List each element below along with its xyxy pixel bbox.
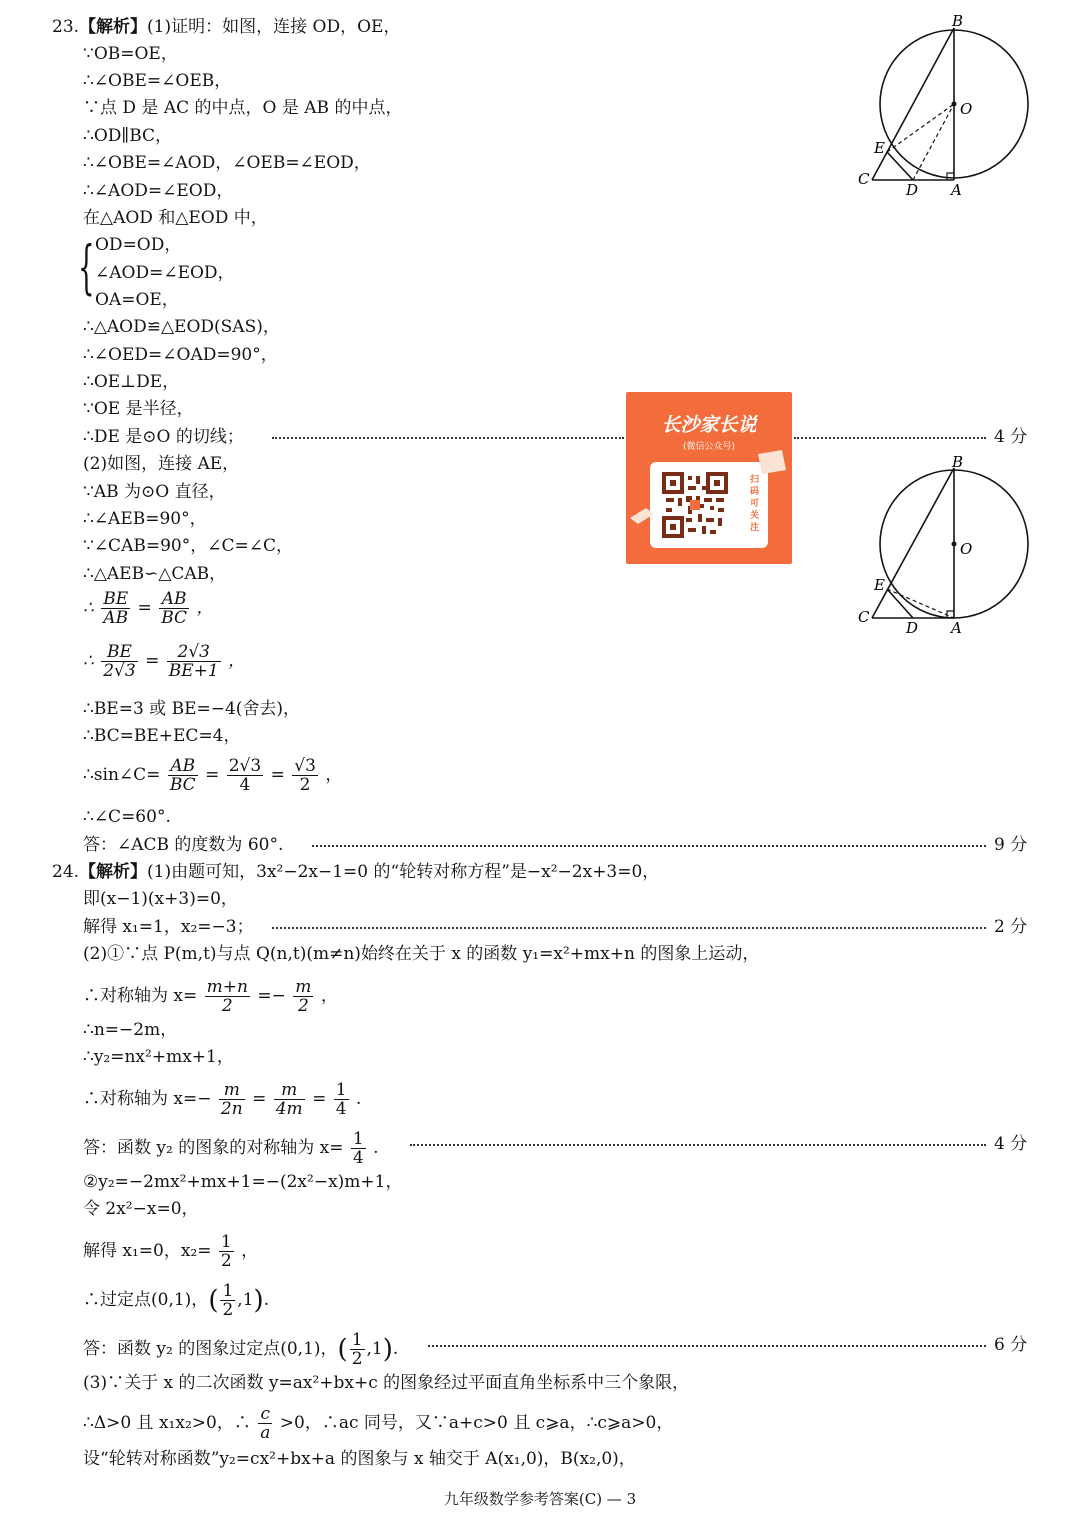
label-d: D [906, 619, 919, 637]
q24-fraction-line: ∴对称轴为 x=− $\frac{m}{2n}$ = $\frac{m}{4m}$ = $\frac{1}{4}$ . [83, 1080, 362, 1119]
score-label: 9 分 [994, 835, 1028, 855]
q24-fraction-line: ∴过定点(0,1)，( $\frac{1}{2}$ ,1). [83, 1281, 270, 1320]
q24-line: 即(x−1)(x+3)=0， [83, 889, 238, 909]
q23-system-line: ∠AOD=∠EOD， [95, 263, 235, 283]
geometry-figure-2 [850, 452, 1050, 638]
fraction: $\frac{1}{4}$ [352, 1129, 364, 1168]
fraction: $\frac{m+n}{2}$ [206, 977, 248, 1016]
score-leader [272, 437, 624, 439]
fraction: $\frac{1}{2}$ [220, 1232, 232, 1271]
fraction: $\frac{AB}{BC}$ [161, 589, 188, 628]
segment-bc [872, 28, 954, 180]
segment-oe [887, 104, 954, 152]
center-dot [952, 542, 957, 547]
q24-line: 设“轮转对称函数”y₂=cx²+bx+a 的图象与 x 轴交于 A(x₁,0)，B(x₂,0)， [83, 1449, 636, 1469]
q24-line: ∴n=−2m， [83, 1020, 178, 1040]
q23-system-line: OD=OD， [95, 235, 182, 255]
q23-answer: 答：∠ACB 的度数为 60°. [83, 835, 284, 855]
q24-answer: 答：函数 y₂ 的图象的对称轴为 x= $\frac{1}{4}$ . [83, 1129, 379, 1168]
fraction: $\frac{2√3}{4}$ [228, 756, 262, 795]
q23-line: ∵OE 是半径， [83, 399, 194, 419]
q24-line: (3)∵关于 x 的二次函数 y=ax²+bx+c 的图象经过平面直角坐标系中三个象限， [83, 1373, 690, 1393]
fraction: $\frac{1}{2}$ [351, 1330, 363, 1369]
q24-fraction-line: ∴Δ>0 且 x₁x₂>0，∴ $\frac{c}{a}$ >0，∴ac 同号，又∵a+c>0 且 c⩾a，∴c⩾a>0， [83, 1404, 674, 1443]
label-a: A [951, 181, 962, 199]
q23-line: ∴OE⊥DE， [83, 372, 180, 392]
paper-decoration-icon [754, 448, 788, 476]
label-b: B [952, 12, 964, 30]
fraction: $\frac{√3}{2}$ [294, 756, 316, 795]
q24-line: 解得 x₁=1，x₂=−3； [83, 917, 254, 937]
q23-fraction-line: ∴ $\frac{BE}{AB}$ = $\frac{AB}{BC}$ ， [83, 589, 214, 628]
promo-side-text: 扫码可关注 [750, 475, 760, 533]
center-dot [952, 102, 957, 107]
q23-line: ∴DE 是⊙O 的切线； [83, 427, 244, 447]
score-label: 4 分 [994, 427, 1028, 447]
q23-line: ∴BC=BE+EC=4， [83, 726, 241, 746]
label-a: A [951, 619, 962, 637]
q23-line: ∵AB 为⊙O 直径， [83, 482, 226, 502]
qr-promo-card[interactable] [626, 392, 792, 564]
promo-title: 长沙家长说 [661, 414, 757, 436]
page-footer: 九年级数学参考答案(C) — 3 [443, 1490, 637, 1508]
right-angle-mark [947, 173, 954, 180]
q23-line: ∵OB=OE， [83, 44, 178, 64]
label-b: B [952, 453, 964, 471]
fraction: $\frac{1}{2}$ [222, 1281, 234, 1320]
score-leader [410, 1144, 986, 1146]
q23-line: ∴OD∥BC， [83, 126, 173, 146]
label-c: C [858, 170, 870, 188]
label-c: C [858, 608, 870, 626]
fraction: $\frac{2√3}{BE+1}$ [168, 642, 219, 681]
q23-line: ∴BE=3 或 BE=−4(舍去)， [83, 699, 301, 719]
fraction: $\frac{BE}{2√3}$ [103, 642, 136, 681]
q23-line: ∴△AEB∽△CAB， [83, 564, 227, 584]
score-leader [794, 437, 986, 439]
q24-line: ②y₂=−2mx²+mx+1=−(2x²−x)m+1， [83, 1172, 403, 1192]
q24-line: 令 2x²−x=0， [83, 1199, 199, 1219]
q23-fraction-line: ∴sin∠C= $\frac{AB}{BC}$ = $\frac{2√3}{4}$ = $\frac{√3}{2}$ ， [83, 756, 343, 795]
system-brace: { [78, 233, 95, 301]
q23-line: ∴∠OBE=∠OEB， [83, 71, 232, 91]
q23-line: ∴∠AEB=90°， [83, 509, 207, 529]
q24-header: 24.【解析】(1)由题可知，3x²−2x−1=0 的“轮转对称方程”是−x²−2x+3=0， [52, 862, 660, 882]
segment-ae [887, 589, 954, 618]
fraction: $\frac{c}{a}$ [260, 1404, 271, 1443]
score-label: 4 分 [994, 1134, 1028, 1154]
q24-fraction-line: 解得 x₁=0，x₂= $\frac{1}{2}$ ， [83, 1232, 259, 1271]
score-label: 6 分 [994, 1335, 1028, 1355]
fraction: $\frac{m}{4m}$ [275, 1080, 303, 1119]
fraction: $\frac{1}{4}$ [335, 1080, 347, 1119]
promo-subtitle: (微信公众号) [682, 442, 736, 452]
geometry-figure-1 [850, 10, 1050, 200]
qr-code-icon[interactable] [662, 472, 728, 538]
q23-header: 23.【解析】(1)证明：如图，连接 OD，OE， [52, 17, 401, 37]
q24-fraction-line: ∴对称轴为 x= $\frac{m+n}{2}$ =− $\frac{m}{2}$ ， [83, 977, 338, 1016]
q23-line: ∴△AOD≌△EOD(SAS)， [83, 317, 280, 337]
score-leader [312, 845, 986, 847]
q23-line: (2)如图，连接 AE， [83, 454, 240, 474]
q23-line: ∴∠C=60°. [83, 807, 171, 827]
q23-tag: 【解析】 [79, 17, 148, 37]
q23-line: 在△AOD 和△EOD 中， [83, 208, 268, 228]
q24-line: ∴y₂=nx²+mx+1， [83, 1047, 234, 1067]
label-o: O [960, 100, 973, 118]
q23-fraction-line: ∴ $\frac{BE}{2√3}$ = $\frac{2√3}{BE+1}$ ， [83, 642, 246, 681]
q23-line: ∴∠OED=∠OAD=90°， [83, 345, 278, 365]
label-o: O [960, 540, 973, 558]
label-e: E [874, 139, 885, 157]
fraction: $\frac{BE}{AB}$ [103, 589, 129, 628]
label-e: E [874, 576, 885, 594]
q23-line: ∵点 D 是 AC 的中点，O 是 AB 的中点， [83, 98, 403, 118]
q24-line: (2)①∵点 P(m,t)与点 Q(n,t)(m≠n)始终在关于 x 的函数 y₁=x²+mx+n 的图象上运动， [83, 944, 760, 964]
score-leader [272, 927, 986, 929]
q24-answer: 答：函数 y₂ 的图象过定点(0,1)，( $\frac{1}{2}$ ,1). [83, 1330, 399, 1369]
label-d: D [906, 181, 919, 199]
score-leader [428, 1345, 986, 1347]
q23-line: ∴∠AOD=∠EOD， [83, 181, 234, 201]
segment-bc [872, 468, 954, 618]
paper-decoration-icon [628, 504, 656, 526]
q24-tag: 【解析】 [79, 862, 148, 882]
q23-system-line: OA=OE， [95, 290, 179, 310]
q23-line: ∵∠CAB=90°，∠C=∠C， [83, 536, 293, 556]
fraction: $\frac{m}{2}$ [295, 977, 312, 1016]
fraction: $\frac{m}{2n}$ [220, 1080, 243, 1119]
fraction: $\frac{AB}{BC}$ [169, 756, 196, 795]
segment-ed [887, 152, 913, 180]
q23-line: ∴∠OBE=∠AOD，∠OEB=∠EOD， [83, 153, 371, 173]
score-label: 2 分 [994, 917, 1028, 937]
